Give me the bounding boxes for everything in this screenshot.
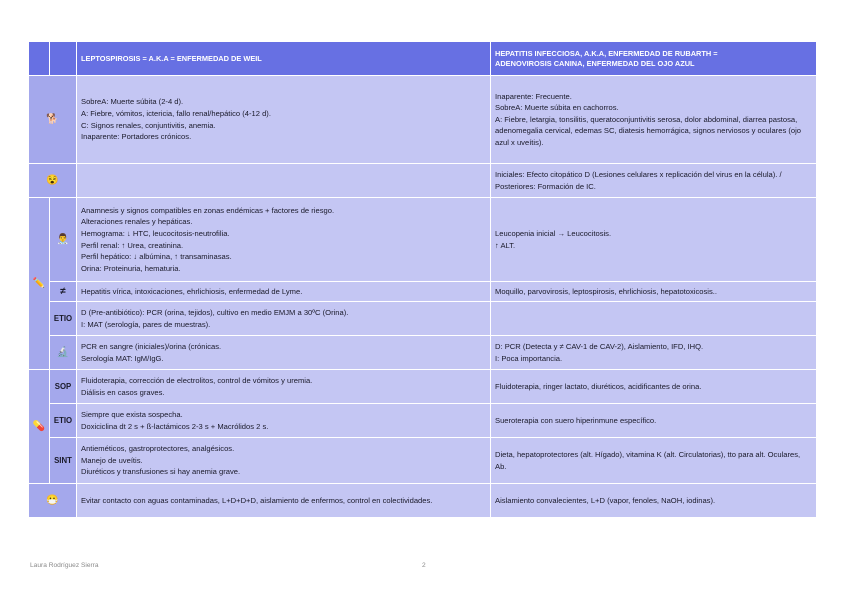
- row-differential: [29, 282, 817, 302]
- cell-line: Inaparente: Portadores crónicos.: [81, 132, 192, 142]
- row-sint: [29, 438, 817, 484]
- cell-line: Perfil hepático: ↓ albúmina, ↑ transaminasas.: [81, 252, 232, 262]
- cell-line: I: Poca importancia.: [495, 353, 563, 363]
- lepto-sop-cell: [77, 370, 491, 404]
- cell-line: Diálisis en casos graves.: [81, 387, 165, 397]
- comparison-table: [29, 42, 817, 518]
- cell-line: D (Pre-antibiótico): PCR (orina, tejidos), cultivo en medio EMJM a 30ºC (Orina).: [81, 307, 349, 317]
- cell-line: Siempre que exista sospecha.: [81, 409, 183, 419]
- row-lesions: [29, 164, 817, 198]
- cell-line: SobreA: Muerte súbita en cachorros.: [495, 103, 619, 113]
- hep-prevention-cell: [491, 484, 817, 518]
- cell-line: Dieta, hepatoprotectores (alt. Hígado), vitamina K (alt. Circulatorias), tto para alt. Oculares, Ab.: [495, 449, 802, 471]
- doctor-icon: 👨‍⚕️: [50, 198, 77, 282]
- header-leptospirosis: LEPTOSPIROSIS = A.K.A = ENFERMEDAD DE WEIL: [77, 42, 491, 76]
- cell-line: Aislamiento convalecientes, L+D (vapor, fenoles, NaOH, iodinas).: [495, 495, 716, 505]
- header-hepatitis-line: ADENOVIROSIS CANINA, ENFERMEDAD DEL OJO AZUL: [495, 58, 695, 68]
- cell-line: D: PCR (Detecta y ≠ CAV-1 de CAV-2), Aislamiento, IFD, IHQ.: [495, 341, 704, 351]
- lepto-clinical-cell: [77, 76, 491, 164]
- lepto-sint-cell: [77, 438, 491, 484]
- footer-author: Laura Rodríguez Sierra: [30, 562, 99, 569]
- cell-line: A: Fiebre, vómitos, ictericia, fallo renal/hepático (4-12 d).: [81, 108, 271, 118]
- lepto-etio-tx-cell: [77, 404, 491, 438]
- row-clinical-dx: [29, 198, 817, 282]
- header-hepatitis: [491, 42, 817, 76]
- cell-line: Leucopenia inicial → Leucocitosis.: [495, 228, 612, 238]
- cell-line: Perfil renal: ↑ Urea, creatinina.: [81, 240, 184, 250]
- cell-line: Manejo de uveítis.: [81, 455, 143, 465]
- row-etio-dx: [29, 302, 817, 336]
- etio-tx-label: ETIO: [50, 404, 77, 438]
- cell-line: I: MAT (serología, pares de muestras).: [81, 319, 211, 329]
- hep-sint-cell: [491, 438, 817, 484]
- lepto-lab-cell: [77, 336, 491, 370]
- dog-icon: 🐕: [29, 76, 77, 164]
- cell-line: Evitar contacto con aguas contaminadas, L+D+D+D, aislamiento de enfermos, control en colectividades.: [81, 495, 433, 505]
- cell-line: Antieméticos, gastroprotectores, analgésicos.: [81, 444, 235, 454]
- lepto-differential-cell: [77, 282, 491, 302]
- cell-line: Fluidoterapia, ringer lactato, diuréticos, acidificantes de orina.: [495, 381, 702, 391]
- row-prevention: [29, 484, 817, 518]
- lepto-etio-dx-cell: [77, 302, 491, 336]
- pill-icon: 💊: [29, 370, 50, 484]
- hep-etio-tx-cell: [491, 404, 817, 438]
- page-number: 2: [422, 562, 426, 569]
- pencil-icon: ✏️: [29, 198, 50, 370]
- cell-line: Serología MAT: IgM/IgG.: [81, 353, 164, 363]
- cell-line: Diuréticos y transfusiones si hay anemia grave.: [81, 467, 241, 477]
- cell-line: SobreA: Muerte súbita (2-4 d).: [81, 97, 184, 107]
- cell-line: Hemograma: ↓ HTC, leucocitosis-neutrofilia.: [81, 228, 230, 238]
- hep-lesions-cell: [491, 164, 817, 198]
- row-sop: [29, 370, 817, 404]
- mask-icon: 😷: [29, 484, 77, 518]
- microscope-icon: 🔬: [50, 336, 77, 370]
- row-etio-tx: [29, 404, 817, 438]
- etio-dx-label: ETIO: [50, 302, 77, 336]
- lepto-prevention-cell: [77, 484, 491, 518]
- hep-differential-cell: [491, 282, 817, 302]
- cell-line: Moquillo, parvovirosis, leptospirosis, ehrlichiosis, hepatotoxicosis..: [495, 286, 718, 296]
- not-equal-icon: ≠: [50, 282, 77, 302]
- lepto-clinical-dx-cell: [77, 198, 491, 282]
- hep-sop-cell: [491, 370, 817, 404]
- cell-line: Alteraciones renales y hepáticas.: [81, 217, 193, 227]
- cell-line: Sueroterapia con suero hiperinmune específico.: [495, 415, 657, 425]
- lepto-lesions-cell: [77, 164, 491, 198]
- cell-line: Inaparente: Frecuente.: [495, 91, 572, 101]
- cell-line: A: Fiebre, letargia, tonsilitis, queratoconjuntivitis serosa, dolor abdominal, diarrea pastosa, adenomegalia cervical, edemas SC, diatesis hemorrágica, signos nerviosos y oculares (ojo azul x uveítis).: [495, 114, 804, 147]
- header-corner-cell: [29, 42, 50, 76]
- cell-line: ↑ ALT.: [495, 240, 516, 250]
- cell-line: Doxiciclina dt 2 s + ß-lactámicos 2-3 s + Macrólidos 2 s.: [81, 421, 269, 431]
- cell-line: Anamnesis y signos compatibles en zonas endémicas + factores de riesgo.: [81, 205, 335, 215]
- header-row: [29, 42, 817, 76]
- hep-clinical-dx-cell: [491, 198, 817, 282]
- row-clinical: [29, 76, 817, 164]
- sop-label: SOP: [50, 370, 77, 404]
- cell-line: PCR en sangre (iniciales)/orina (crónicas.: [81, 341, 222, 351]
- hep-lab-cell: [491, 336, 817, 370]
- header-hepatitis-line: HEPATITIS INFECCIOSA, A.K.A, ENFERMEDAD DE RUBARTH =: [495, 48, 718, 58]
- header-corner-cell: [50, 42, 77, 76]
- cell-line: Orina: Proteinuria, hematuria.: [81, 263, 181, 273]
- dizzy-face-icon: 😵: [29, 164, 77, 198]
- cell-line: Fluidoterapia, corrección de electrolitos, control de vómitos y uremia.: [81, 375, 313, 385]
- cell-line: C: Signos renales, conjuntivitis, anemia.: [81, 120, 216, 130]
- hep-clinical-cell: [491, 76, 817, 164]
- hep-etio-dx-cell: [491, 302, 817, 336]
- cell-line: Iniciales: Efecto citopático D (Lesiones celulares x replicación del virus en la célula). / Posteriores: Formación de IC.: [495, 169, 784, 191]
- cell-line: Hepatitis vírica, intoxicaciones, ehrlichiosis, enfermedad de Lyme.: [81, 286, 303, 296]
- row-lab: [29, 336, 817, 370]
- sint-label: SINT: [50, 438, 77, 484]
